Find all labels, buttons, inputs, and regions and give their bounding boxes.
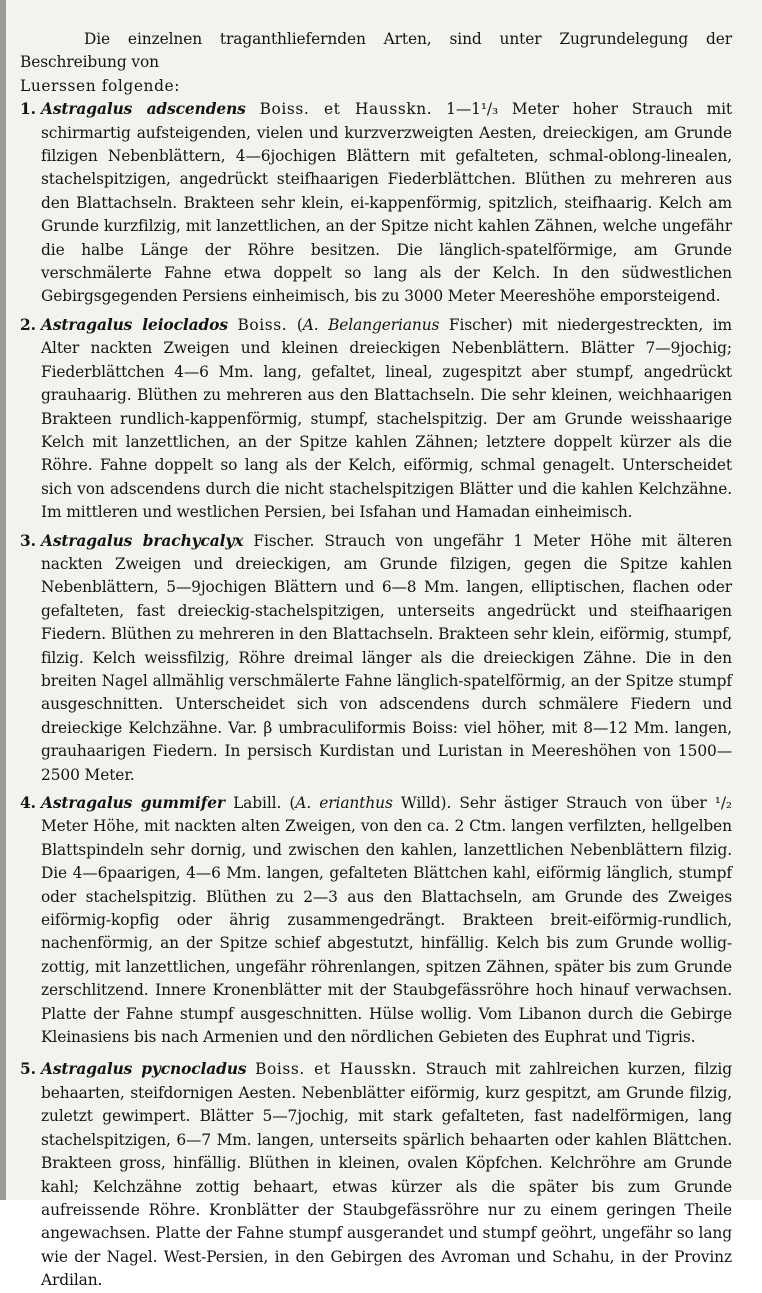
species-entry-1 [20, 98, 732, 309]
species-synonym: A. erianthus [295, 794, 393, 812]
species-synonym: A. Belangerianus [302, 315, 440, 334]
synonym-open: ( [296, 315, 303, 334]
species-name: Astragalus leioclados [41, 315, 228, 334]
intro-line-2: Luerssen folgende: [20, 76, 181, 95]
species-entry-5 [20, 1058, 732, 1292]
species-description: mit niedergestreckten, im Alter nackten Zweigen und kleinen dreieckigen Nebenblättern. Blätter 7—9jochig; Fiederblättchen 4—6 Mm. lang, gefaltet, lineal, zugespitzt aber stumpf, angedrückt grauhaarig. Blüthen zu mehreren aus den Blattachseln. Die sehr kleinen, weichhaarigen Brakteen rundlich-kappenförmig, stumpf, stachelspitzig. Der am Grunde weisshaarige Kelch mit lanzettlichen, an der Spitze kahlen Zähnen; letztere doppelt kürzer als die Röhre. Fahne doppelt so lang als der Kelch, eiförmig, schmal genagelt. Unterscheidet sich von adscendens durch die nicht stachelspitzigen Blätter und die kahlen Kelchzähne. Im mittleren und westlichen Persien, bei Isfahan und Hamadan einheimisch. [41, 315, 733, 522]
intro-line-1: Die einzelnen traganthliefernden Arten, sind unter Zugrundelegung der Beschreibung von [20, 30, 732, 72]
synonym-authority: Willd). [400, 794, 452, 812]
species-authority: Boiss. [237, 315, 288, 334]
species-authority: Boiss. et Hausskn. [259, 100, 433, 119]
species-entry-4 [20, 792, 732, 1049]
entry-number: 2. [20, 315, 36, 334]
species-authority: Labill. [233, 794, 282, 812]
species-description: 1—1¹/₃ Meter hoher Strauch mit schirmartig aufsteigenden, vielen und kurzverzweigten Aesten, dreieckigen, am Grunde filzigen Nebenblättern, 4—6jochigen Blättern mit gefalteten, schmal-oblong-linealen, stachelspitzigen, angedrückt steifhaarigen Fiederblättchen. Blüthen zu mehreren aus den Blattachseln. Brakteen sehr klein, ei-kappenförmig, spitzlich, steifhaarig. Kelch am Grunde kurzfilzig, mit lanzettlichen, an der Spitze nicht kahlen Zähnen, welche ungefähr die halbe Länge der Röhre besitzen. Die länglich-spatelförmige, am Grunde verschmälerte Fahne etwa doppelt so lang als der Kelch. In den südwestlichen Gebirgsgegenden Persiens einheimisch, bis zu 3000 Meter Meereshöhe emporsteigend. [41, 100, 732, 306]
species-description: Sehr ästiger Strauch von über ¹/₂ Meter Höhe, mit nackten alten Zweigen, von den ca. 2 Ctm. langen verfilzten, hellgelben Blattspindeln sehr dornig, und zwischen den kahlen, lanzettlichen Nebenblättern filzig. Die 4—6paarigen, 4—6 Mm. langen, gefalteten Blättchen kahl, eiförmig länglich, stumpf oder stachelspitzig. Blüthen zu 2—3 aus den Blattachseln, am Grunde des Zweiges eiförmig-kopfig oder ährig zusammengedrängt. Brakteen breit-eiförmig-rundlich, nachenförmig, an der Spitze schief abgestutzt, hinfällig. Kelch bis zum Grunde wollig-zottig, mit lanzettlichen, ungefähr röhrenlangen, spitzen Zähnen, später bis zum Grunde zerschlitzend. Innere Kronenblätter mit der Staubgefässröhre hoch hinauf verwachsen. Platte der Fahne stumpf ausgeschnitten. Hülse wollig. Vom Libanon durch die Gebirge Kleinasiens bis nach Armenien und den nördlichen Gebieten des Euphrat und Tigris. [41, 794, 733, 1047]
intro-paragraph [20, 28, 732, 98]
synonym-open: ( [289, 794, 296, 812]
species-name: Astragalus brachycalyx [41, 531, 244, 550]
species-name: Astragalus adscendens [41, 100, 246, 119]
species-entry-3 [20, 530, 732, 787]
species-description: Strauch mit zahlreichen kurzen, filzig behaarten, steifdornigen Aesten. Nebenblätter eiförmig, kurz gespitzt, am Grunde filzig, zuletzt gewimpert. Blätter 5—7jochig, mit stark gefalteten, fast nadelförmigen, lang stachelspitzigen, 6—7 Mm. langen, unterseits spärlich behaarten oder kahlen Blättchen. Brakteen gross, hinfällig. Blüthen in kleinen, ovalen Köpfchen. Kelchröhre am Grunde kahl; Kelchzähne zottig behaart, etwas kürzer als die später bis zum Grunde aufreissende Röhre. Kronblätter der Staubgefässröhre nur zu einem geringen Theile angewachsen. Platte der Fahne stumpf ausgerandet und stumpf geöhrt, ungefähr so lang wie der Nagel. West-Persien, in den Gebirgen des Avroman und Schahu, in der Provinz Ardilan. [41, 1060, 732, 1290]
entry-number: 3. [20, 531, 36, 550]
species-authority: Fischer. [253, 531, 315, 550]
page-content [20, 28, 732, 1293]
entry-number: 5. [20, 1060, 36, 1079]
species-name: Astragalus pycnocladus [41, 1060, 247, 1079]
entry-number: 1. [20, 100, 36, 119]
entry-number: 4. [20, 794, 36, 812]
species-authority: Boiss. et Hausskn. [255, 1060, 418, 1079]
species-name: Astragalus gummifer [41, 794, 225, 812]
species-entry-2 [20, 314, 732, 525]
synonym-authority: Fischer) [448, 315, 513, 334]
species-description: Strauch von ungefähr 1 Meter Höhe mit älteren nackten Zweigen und dreieckigen, am Grunde filzigen, gegen die Spitze kahlen Nebenblättern, 5—9jochigen Blättern und 6—8 Mm. langen, elliptischen, flachen oder gefalteten, fast dreieckig-stachelspitzigen, unterseits angedrückt und steifhaarigen Fiedern. Blüthen zu mehreren in den Blattachseln. Brakteen sehr klein, eiförmig, stumpf, filzig. Kelch weissfilzig, Röhre dreimal länger als die dreieckigen Zähne. Die in den breiten Nagel allmählig verschmälerte Fahne länglich-spatelförmig, an der Spitze stumpf ausgeschnitten. Unterscheidet sich von adscendens durch schmälere Fiedern und dreieckige Kelchzähne. Var. β umbraculiformis Boiss: viel höher, mit 8—12 Mm. langen, grauhaarigen Fiedern. In persisch Kurdistan und Luristan in Meereshöhen von 1500—2500 Meter. [41, 531, 733, 784]
